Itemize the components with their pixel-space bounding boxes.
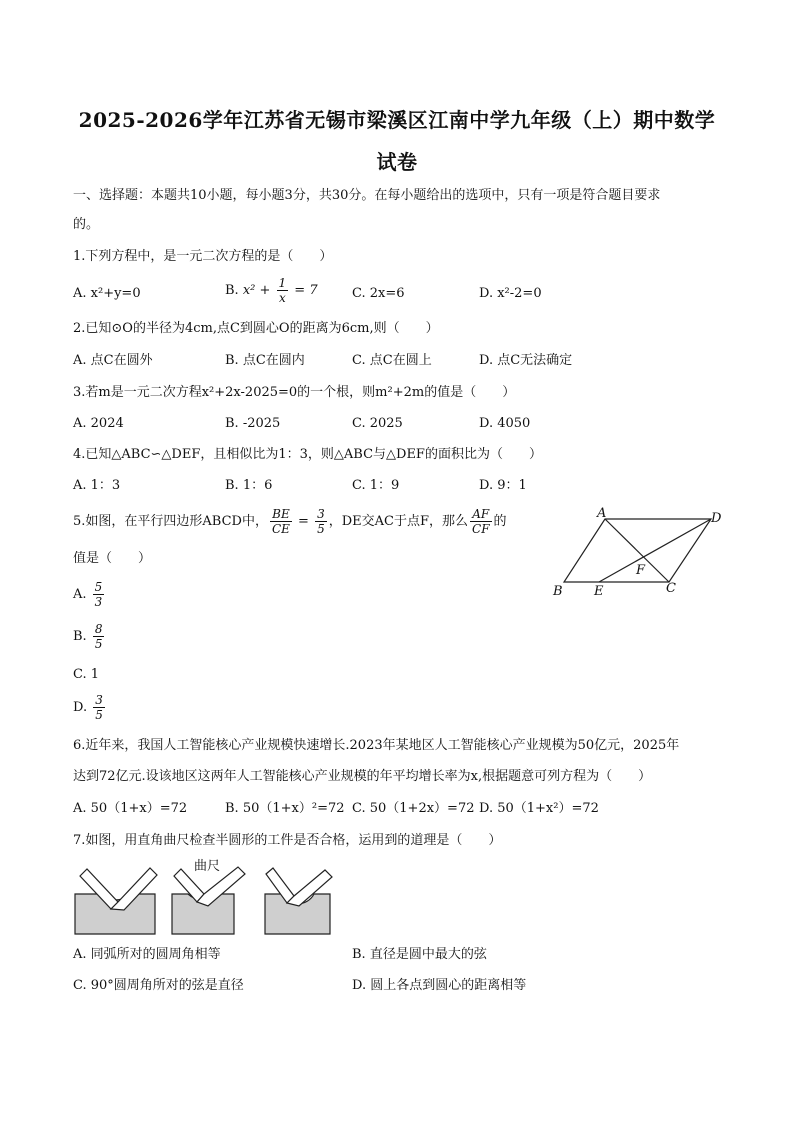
q5-f3-den: CF	[472, 522, 490, 536]
q5-a-num: 5	[94, 580, 103, 594]
q5-b-num: 8	[94, 622, 103, 636]
q5-b-fraction	[93, 622, 105, 651]
q7-carpenter-square-figure	[70, 862, 340, 937]
label-c: C	[666, 581, 676, 596]
q1-option-b-expr-post: = 7	[290, 283, 318, 298]
q5-d-den: 5	[95, 708, 103, 722]
q5-fraction-af-cf	[470, 507, 492, 536]
q7-option-a: A. 同弧所对的圆周角相等	[73, 947, 221, 962]
q3-option-b: B. -2025	[225, 416, 281, 431]
q7-option-c: C. 90°圆周角所对的弦是直径	[73, 978, 244, 993]
q5-option-b	[73, 622, 106, 651]
q3-stem: 3.若m是一元二次方程x²+2x-2025=0的一个根，则m²+2m的值是（ ）	[73, 385, 516, 400]
q7-option-b: B. 直径是圆中最大的弦	[352, 947, 487, 962]
exam-title-line1: 2025-2026学年江苏省无锡市梁溪区江南中学九年级（上）期中数学	[78, 108, 716, 132]
q5-f2-num: 3	[317, 507, 325, 521]
q6-stem-line1: 6.近年来，我国人工智能核心产业规模快速增长.2023年某地区人工智能核心产业规模为50亿元，2025年	[73, 738, 680, 753]
label-f: F	[636, 563, 646, 578]
q5-b-den: 5	[94, 637, 103, 651]
q1-option-b-fraction	[277, 276, 289, 305]
q5-f2-den: 5	[317, 522, 325, 536]
q5-a-fraction	[93, 580, 105, 609]
q1-option-a: A. x²+y=0	[73, 286, 141, 301]
q1-stem: 1.下列方程中，是一元二次方程的是（ ）	[73, 249, 333, 264]
q5-stem-post: 的	[493, 514, 507, 529]
q5-f3-num: AF	[470, 507, 492, 522]
q2-option-c: C. 点C在圆上	[352, 353, 432, 368]
q5-option-a	[73, 580, 106, 609]
q7-figure-caption: 曲尺	[194, 859, 221, 874]
q5-stem-line2: 值是（ ）	[73, 551, 152, 566]
q5-fraction-be-ce	[270, 507, 292, 536]
q2-option-a: A. 点C在圆外	[73, 353, 153, 368]
q2-option-d: D. 点C无法确定	[479, 353, 573, 368]
q6-option-c: C. 50（1+2x）=72	[352, 801, 475, 816]
q5-b-label: B.	[73, 629, 87, 644]
q5-a-label: A.	[73, 587, 87, 602]
q3-option-d: D. 4050	[479, 416, 531, 431]
exam-title-line2: 试卷	[376, 150, 418, 174]
q2-option-b: B. 点C在圆内	[225, 353, 305, 368]
q5-stem-mid: ，DE交AC于点F，那么	[328, 514, 469, 529]
q5-fraction-3-5	[315, 507, 327, 536]
q3-option-a: A. 2024	[73, 416, 124, 431]
q5-d-label: D.	[73, 700, 88, 715]
q4-option-a: A. 1：3	[73, 478, 121, 493]
q1-option-c: C. 2x=6	[352, 286, 405, 301]
q6-option-b: B. 50（1+x）²=72	[225, 801, 345, 816]
label-e: E	[594, 584, 604, 599]
q4-stem: 4.已知△ABC∽△DEF，且相似比为1：3，则△ABC与△DEF的面积比为（ ）	[73, 447, 542, 462]
q3-option-c: C. 2025	[352, 416, 403, 431]
q5-a-den: 3	[94, 595, 103, 609]
label-d: D	[711, 511, 722, 526]
q4-option-d: D. 9：1	[479, 478, 527, 493]
q2-stem: 2.已知⊙O的半径为4cm,点C到圆心O的距离为6cm,则（ ）	[73, 321, 439, 336]
q5-eq: =	[293, 514, 314, 529]
q5-f1-den: CE	[271, 522, 290, 536]
q5-f1-num: BE	[270, 507, 292, 522]
q7-stem: 7.如图，用直角曲尺检查半圆形的工件是否合格，运用到的道理是（ ）	[73, 833, 502, 848]
q7-option-d: D. 圆上各点到圆心的距离相等	[352, 978, 527, 993]
label-a: A	[597, 506, 607, 521]
q5-d-fraction	[93, 693, 105, 722]
q4-option-b: B. 1：6	[225, 478, 273, 493]
q1-option-b-label: B.	[225, 283, 239, 298]
q5-stem-line1	[73, 505, 507, 539]
q1-b-frac-num: 1	[278, 276, 287, 290]
q6-option-d: D. 50（1+x²）=72	[479, 801, 599, 816]
q1-option-d: D. x²-2=0	[479, 286, 542, 301]
section-instructions-line1: 一、选择题：本题共10小题，每小题3分，共30分。在每小题给出的选项中，只有一项是符合题目要求	[73, 188, 661, 203]
q5-option-d	[73, 693, 107, 722]
q1-option-b-expr-pre: x² +	[242, 283, 275, 298]
q1-b-frac-den: x	[278, 291, 286, 305]
segment-de	[599, 519, 711, 582]
q6-stem-line2: 达到72亿元.设该地区这两年人工智能核心产业规模的年平均增长率为x,根据题意可列方程为（ ）	[73, 769, 652, 784]
q5-parallelogram-figure	[545, 505, 735, 600]
q5-option-c: C. 1	[73, 667, 100, 682]
label-b: B	[553, 584, 563, 599]
q4-option-c: C. 1：9	[352, 478, 400, 493]
q5-stem-pre: 5.如图，在平行四边形ABCD中，	[73, 514, 268, 529]
q1-option-b	[225, 276, 318, 305]
q6-option-a: A. 50（1+x）=72	[73, 801, 188, 816]
q5-d-num: 3	[95, 693, 103, 707]
section-instructions-line2: 的。	[73, 217, 100, 232]
